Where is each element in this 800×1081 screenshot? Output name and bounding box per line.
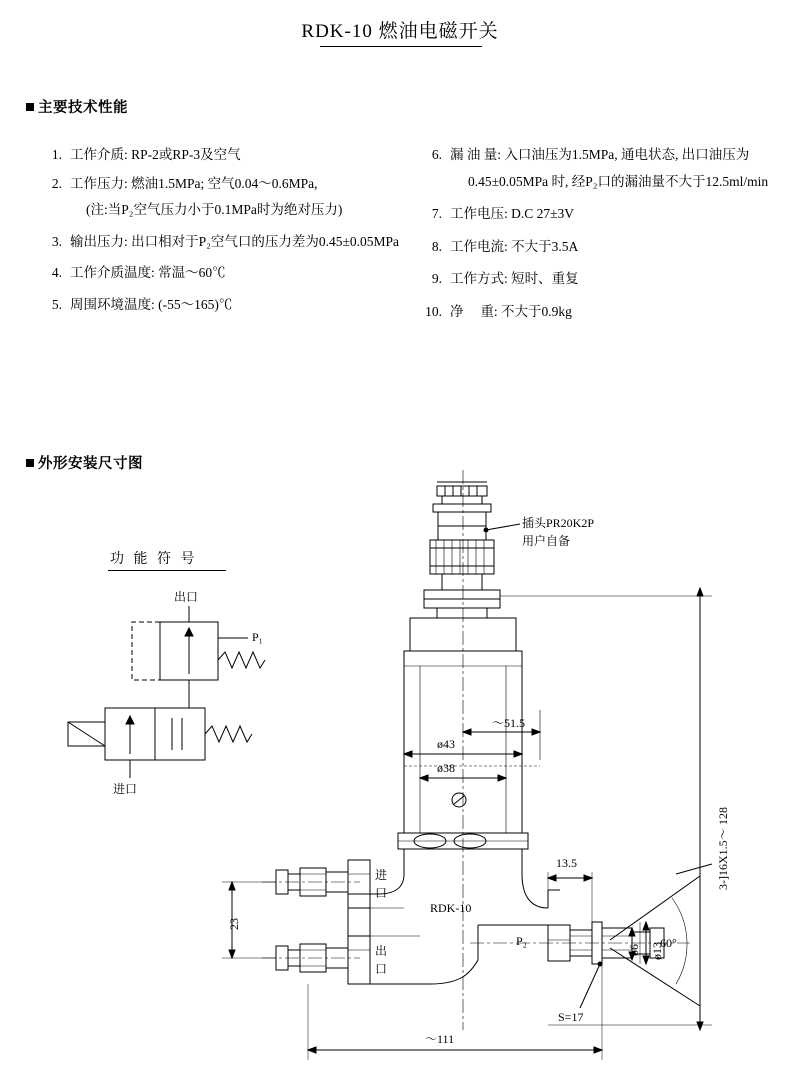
spec-text: 工作电流: 不大于3.5A: [450, 238, 579, 254]
dimension-section-heading-label: 外形安装尺寸图: [38, 456, 143, 472]
dim-111-label: ～111: [425, 1032, 455, 1046]
symbol-outlet-label: 出口: [174, 590, 199, 604]
function-symbol-underline: [108, 570, 226, 571]
spec-text: 输出压力: 出口相对于P₂空气口的压力差为0.45±0.05MPa: [70, 233, 400, 249]
spec-number: 7.: [431, 206, 442, 221]
dim-23-label: 23: [227, 918, 241, 930]
symbol-inlet-label: 进口: [113, 782, 138, 796]
list-item: [420, 207, 790, 221]
dim-d13-label: ø13: [650, 942, 664, 960]
list-item: [40, 266, 420, 280]
dim-d43-label: ø43: [437, 737, 455, 751]
spec-text: 工作压力: 燃油1.5MPa; 空气0.04～0.6MPa,: [70, 175, 318, 191]
dim-d38-label: ø38: [437, 761, 455, 775]
function-symbol-title: 功 能 符 号: [110, 552, 198, 567]
spec-section-heading: [26, 96, 128, 117]
spec-text: 工作方式: 短时、重复: [450, 271, 579, 286]
spec-number: 6.: [431, 147, 442, 162]
spec-text: 漏 油 量: 入口油压为1.5MPa, 通电状态, 出口油压为: [450, 147, 750, 162]
page-title: RDK-10 燃油电磁开关: [301, 21, 499, 42]
dim-d6-label: ø6: [627, 944, 641, 956]
port-inlet-label-2: 口: [375, 886, 388, 900]
spec-text: 工作介质温度: 常温～60℃: [70, 265, 226, 280]
list-item: [40, 148, 420, 162]
dim-60deg-label: 60°: [660, 936, 677, 950]
list-item: [420, 305, 790, 319]
spec-section-heading-label: 主要技术性能: [38, 100, 128, 116]
port-inlet-label-1: 进: [375, 868, 388, 882]
list-item: [40, 298, 420, 312]
spec-text-continued: 0.45±0.05MPa 时, 经P₂口的漏油量不大于12.5ml/min: [468, 173, 769, 189]
square-bullet-icon: [26, 103, 34, 111]
port-outlet-label-2: 口: [375, 962, 388, 976]
spec-number: 9.: [431, 271, 442, 286]
connector-label-line1: 插头PR20K2P: [522, 516, 595, 530]
spec-number: 5.: [51, 296, 62, 312]
dim-thread-label: 3-]16X1.5: [716, 840, 730, 890]
spec-list-right: [420, 148, 790, 333]
port-outlet-label-1: 出: [375, 944, 388, 958]
spec-text: 工作电压: D.C 27±3V: [450, 206, 575, 221]
body-model-label: RDK-10: [430, 901, 472, 915]
spec-number: 8.: [431, 238, 442, 254]
spec-text: 周围环境温度: (-55～165)℃: [70, 296, 233, 312]
spec-number: 3.: [51, 233, 62, 249]
port-p2-label: P₂: [516, 934, 527, 948]
dim-51-5-label: ～51.5: [492, 716, 526, 730]
list-item: [40, 235, 420, 249]
list-item: [420, 148, 790, 188]
symbol-p1-label: P₁: [252, 630, 263, 644]
list-item: [40, 177, 420, 217]
spec-number: 1.: [51, 147, 62, 162]
title-underline: [320, 46, 482, 47]
list-item: [420, 240, 790, 254]
spec-list-left: [40, 148, 420, 326]
wrench-size-label: S=17: [558, 1010, 584, 1024]
spec-text-continued: (注:当P₂空气压力小于0.1MPa时为绝对压力): [86, 202, 343, 217]
connector-label-line2: 用户自备: [522, 534, 571, 548]
technical-drawing: [0, 470, 800, 1080]
square-bullet-icon: [26, 459, 34, 467]
spec-text: 净 重: 不大于0.9kg: [450, 303, 572, 319]
list-item: [420, 272, 790, 286]
spec-number: 4.: [51, 265, 62, 280]
spec-text: 工作介质: RP-2或RP-3及空气: [70, 147, 241, 162]
spec-number: 10.: [425, 303, 442, 319]
spec-number: 2.: [51, 175, 62, 191]
dim-128-label: ～ 128: [716, 806, 730, 840]
dim-13-5-label: 13.5: [556, 856, 577, 870]
